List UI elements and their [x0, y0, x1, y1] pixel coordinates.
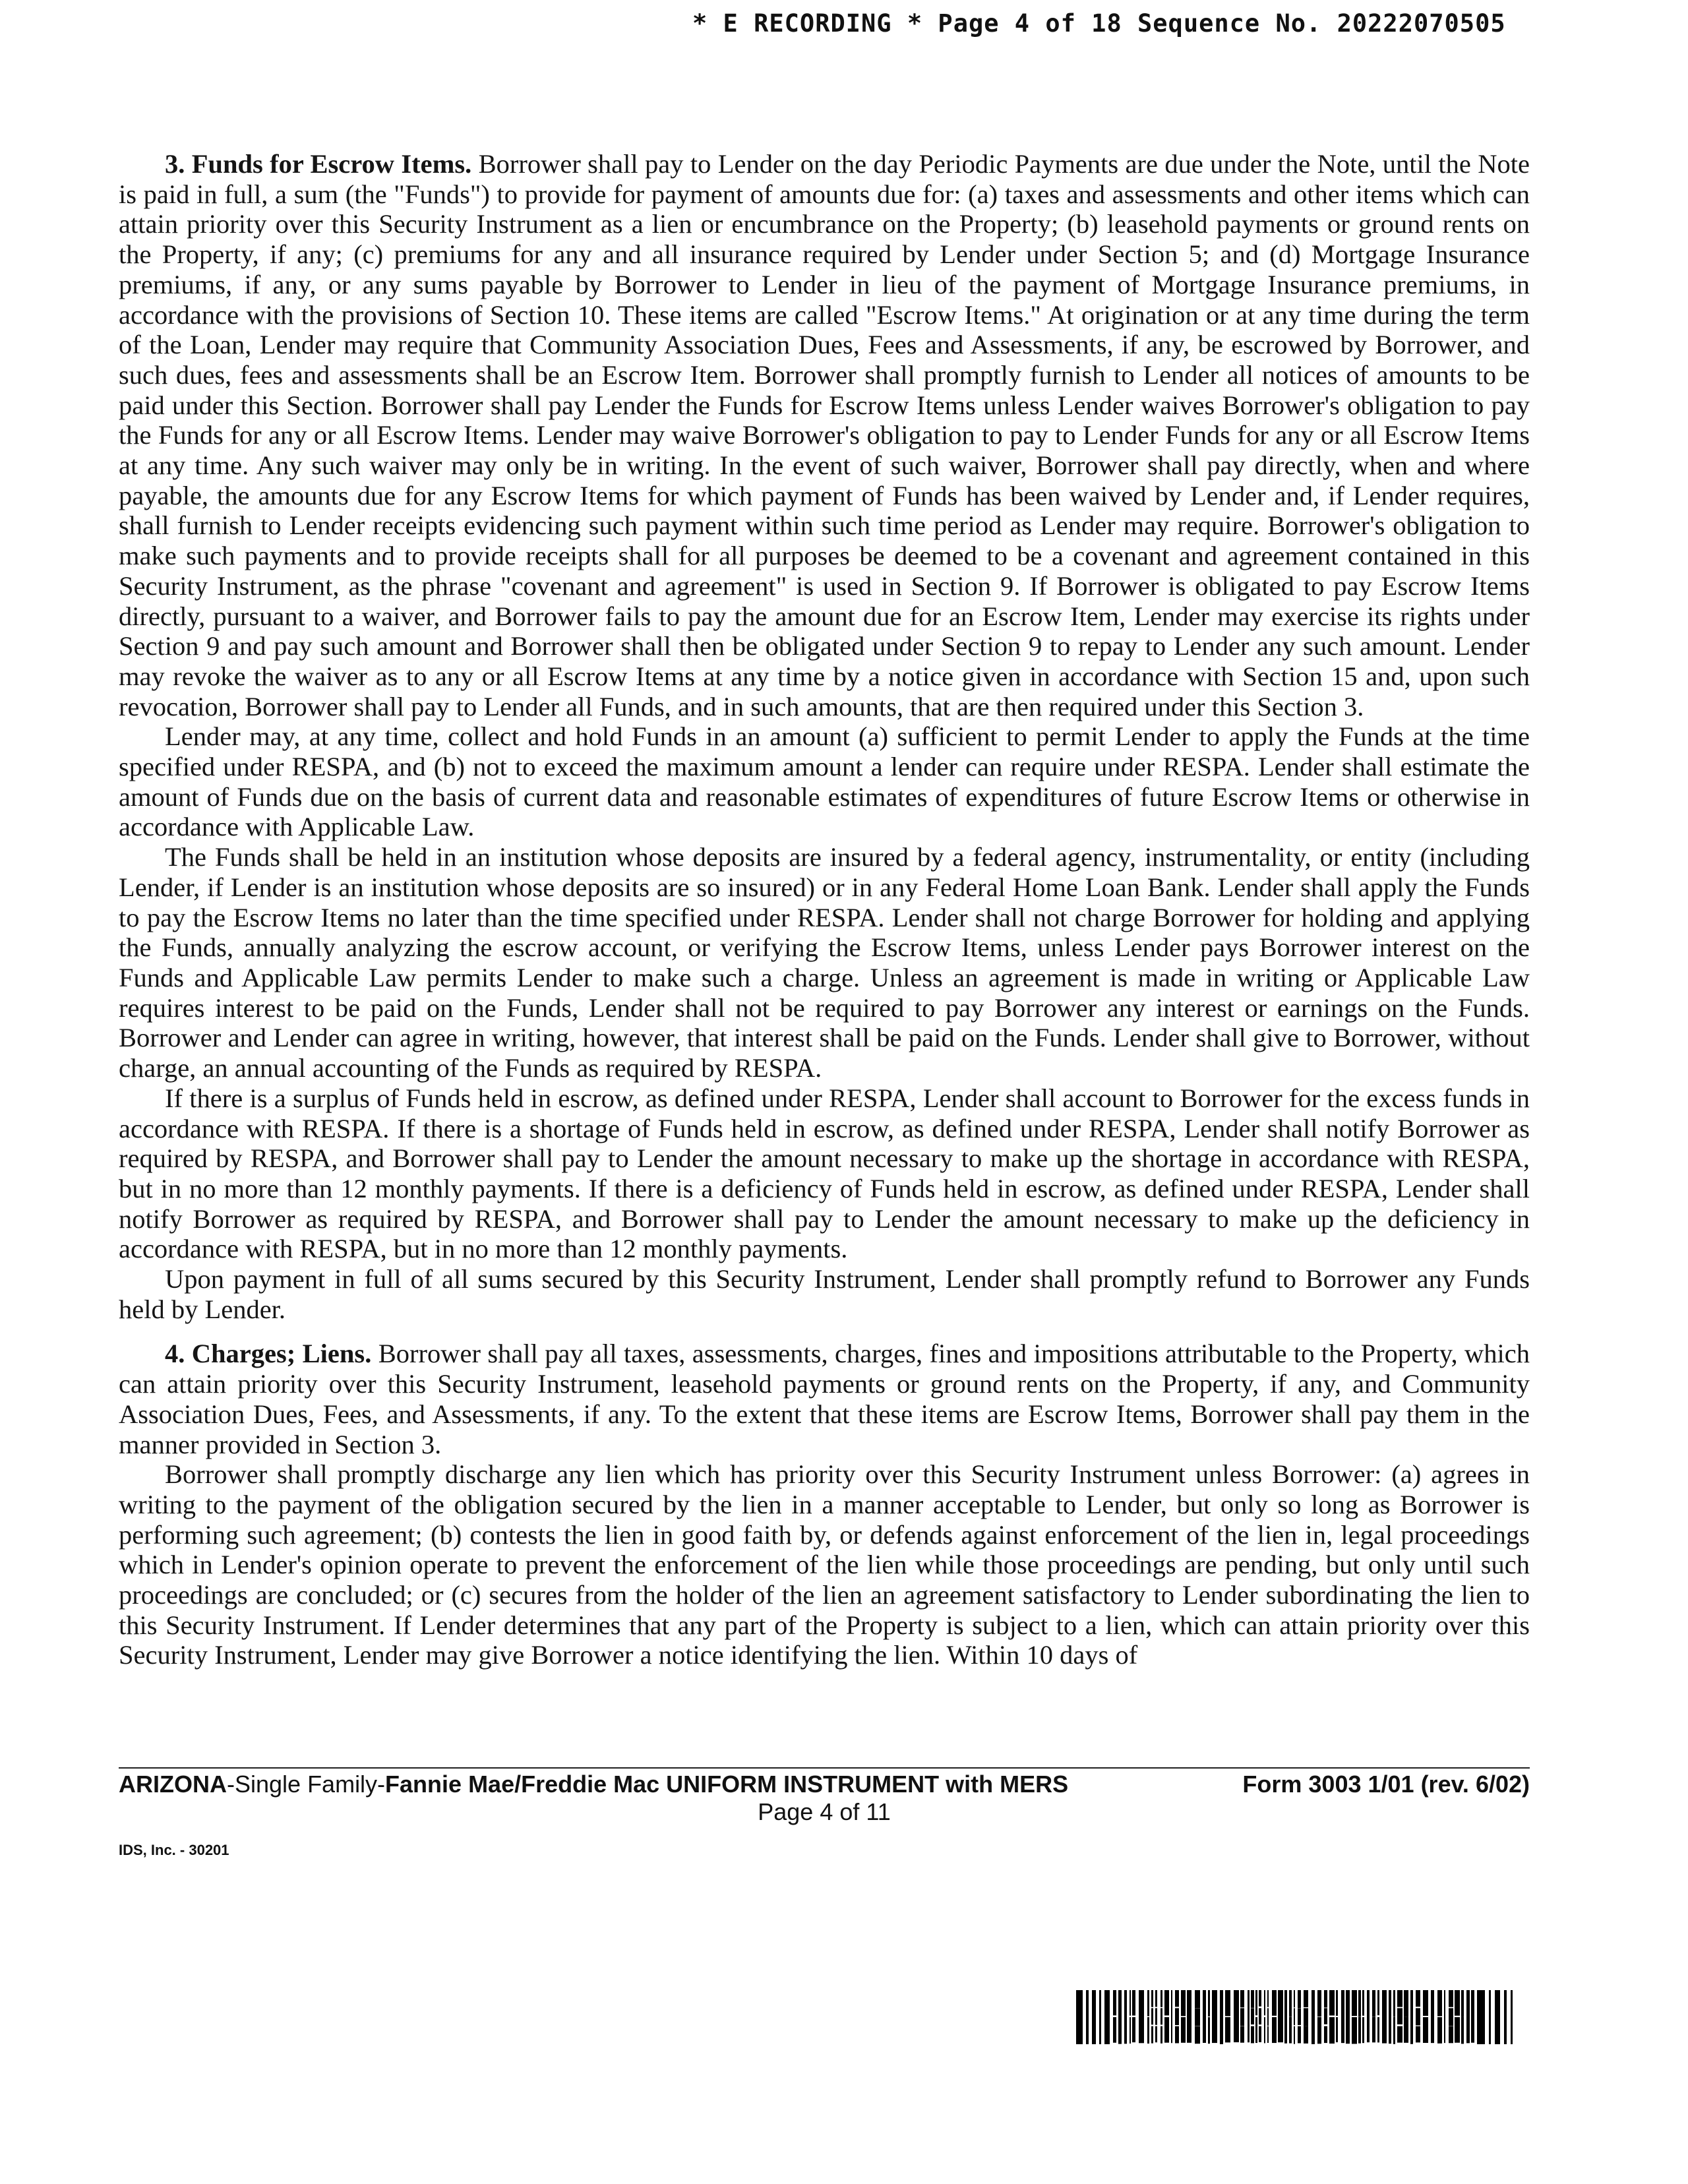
footer-title-mid: -Single Family- [227, 1771, 386, 1798]
section-4-text-1: Borrower shall pay all taxes, assessments, charges, fines and impositions attributable to the Property, which can attain priority over this Security Instrument, leasehold payments or ground rents on the Property, if any, and Community Association Dues, Fees, and Assessments, if any. To the extent that these items are Escrow Items, Borrower shall pay them in the manner provided in Section 3. [119, 1339, 1530, 1459]
section-4-paragraph-2: Borrower shall promptly discharge any lien which has priority over this Security Instrument unless Borrower: (a) agrees in writing to the payment of the obligation secured by the lien in a manner acceptable to Lender, but only so long as Borrower is performing such agreement; (b) contests the lien in good faith by, or defends against enforcement of the lien in, legal proceedings which in Lender's opinion operate to prevent the enforcement of the lien while those proceedings are pending, but only until such proceedings are concluded; or (c) secures from the holder of the lien an agreement satisfactory to Lender subordinating the lien to this Security Instrument. If Lender determines that any part of the Property is subject to a lien, which can attain priority over this Security Instrument, Lender may give Borrower a notice identifying the lien. Within 10 days of [119, 1459, 1530, 1670]
footer-form-number: Form 3003 1/01 (rev. 6/02) [1242, 1771, 1530, 1798]
barcode-image [1076, 1990, 1527, 2044]
footer-divider [119, 1767, 1530, 1769]
section-3-heading: 3. Funds for Escrow Items. [165, 149, 472, 179]
section-3-paragraph-1 [119, 149, 1530, 721]
footer-title-main: Fannie Mae/Freddie Mac UNIFORM INSTRUMENT with MERS [385, 1771, 1069, 1798]
footer-ids-code: IDS, Inc. - 30201 [119, 1842, 229, 1858]
footer-state: ARIZONA [119, 1771, 227, 1798]
section-3-text-1: Borrower shall pay to Lender on the day Periodic Payments are due under the Note, until the Note is paid in full, a sum (the "Funds") to provide for payment of amounts due for: (a) taxes and assessments and other items which can attain priority over this Security Instrument as a lien or encumbrance on the Property; (b) leasehold payments or ground rents on the Property, if any; (c) premiums for any and all insurance required by Lender under Section 5; and (d) Mortgage Insurance premiums, if any, or any sums payable by Borrower to Lender in lieu of the payment of Mortgage Insurance premiums, in accordance with the provisions of Section 10. These items are called "Escrow Items." At origination or at any time during the term of the Loan, Lender may require that Community Association Dues, Fees and Assessments, if any, be escrowed by Borrower, and such dues, fees and assessments shall be an Escrow Item. Borrower shall promptly furnish to Lender all notices of amounts to be paid under this Section. Borrower shall pay Lender the Funds for Escrow Items unless Lender waives Borrower's obligation to pay the Funds for any or all Escrow Items. Lender may waive Borrower's obligation to pay to Lender Funds for any or all Escrow Items at any time. Any such waiver may only be in writing. In the event of such waiver, Borrower shall pay directly, when and where payable, the amounts due for any Escrow Items for which payment of Funds has been waived by Lender and, if Lender requires, shall furnish to Lender receipts evidencing such payment within such time period as Lender may require. Borrower's obligation to make such payments and to provide receipts shall for all purposes be deemed to be a covenant and agreement contained in this Security Instrument, as the phrase "covenant and agreement" is used in Section 9. If Borrower is obligated to pay Escrow Items directly, pursuant to a waiver, and Borrower fails to pay the amount due for an Escrow Item, Lender may exercise its rights under Section 9 and pay such amount and Borrower shall then be obligated under Section 9 to repay to Lender any such amount. Lender may revoke the waiver as to any or all Escrow Items at any time by a notice given in accordance with Section 15 and, upon such revocation, Borrower shall pay to Lender all Funds, and in such amounts, that are then required under this Section 3. [119, 149, 1530, 721]
section-3-paragraph-4: If there is a surplus of Funds held in escrow, as defined under RESPA, Lender shall account to Borrower for the excess funds in accordance with RESPA. If there is a shortage of Funds held in escrow, as defined under RESPA, Lender shall notify Borrower as required by RESPA, and Borrower shall pay to Lender the amount necessary to make up the shortage in accordance with RESPA, but in no more than 12 monthly payments. If there is a deficiency of Funds held in escrow, as defined under RESPA, Lender shall notify Borrower as required by RESPA, and Borrower shall pay to Lender the amount necessary to make up the deficiency in accordance with RESPA, but in no more than 12 monthly payments. [119, 1083, 1530, 1264]
section-3-paragraph-5: Upon payment in full of all sums secured by this Security Instrument, Lender shall promptly refund to Borrower any Funds held by Lender. [119, 1264, 1530, 1324]
footer-title [119, 1770, 1068, 1799]
section-3-paragraph-2: Lender may, at any time, collect and hold Funds in an amount (a) sufficient to permit Lender to apply the Funds at the time specified under RESPA, and (b) not to exceed the maximum amount a lender can require under RESPA. Lender shall estimate the amount of Funds due on the basis of current data and reasonable estimates of expenditures of future Escrow Items or otherwise in accordance with Applicable Law. [119, 721, 1530, 842]
section-3-paragraph-3: The Funds shall be held in an institution whose deposits are insured by a federal agency, instrumentality, or entity (including Lender, if Lender is an institution whose deposits are so insured) or in any Federal Home Loan Bank. Lender shall apply the Funds to pay the Escrow Items no later than the time specified under RESPA. Lender shall not charge Borrower for holding and applying the Funds, annually analyzing the escrow account, or verifying the Escrow Items, unless Lender pays Borrower interest on the Funds and Applicable Law permits Lender to make such a charge. Unless an agreement is made in writing or Applicable Law requires interest to be paid on the Funds, Lender shall not be required to pay Borrower any interest or earnings on the Funds. Borrower and Lender can agree in writing, however, that interest shall be paid on the Funds. Lender shall give to Borrower, without charge, an annual accounting of the Funds as required by RESPA. [119, 842, 1530, 1083]
footer-page-number: Page 4 of 11 [758, 1798, 891, 1825]
document-body [119, 149, 1530, 1670]
footer-form-line [119, 1770, 1530, 1799]
section-4-heading: 4. Charges; Liens. [165, 1339, 372, 1369]
section-4-paragraph-1 [119, 1339, 1530, 1459]
recording-header: * E RECORDING * Page 4 of 18 Sequence No. 20222070505 [692, 9, 1506, 38]
